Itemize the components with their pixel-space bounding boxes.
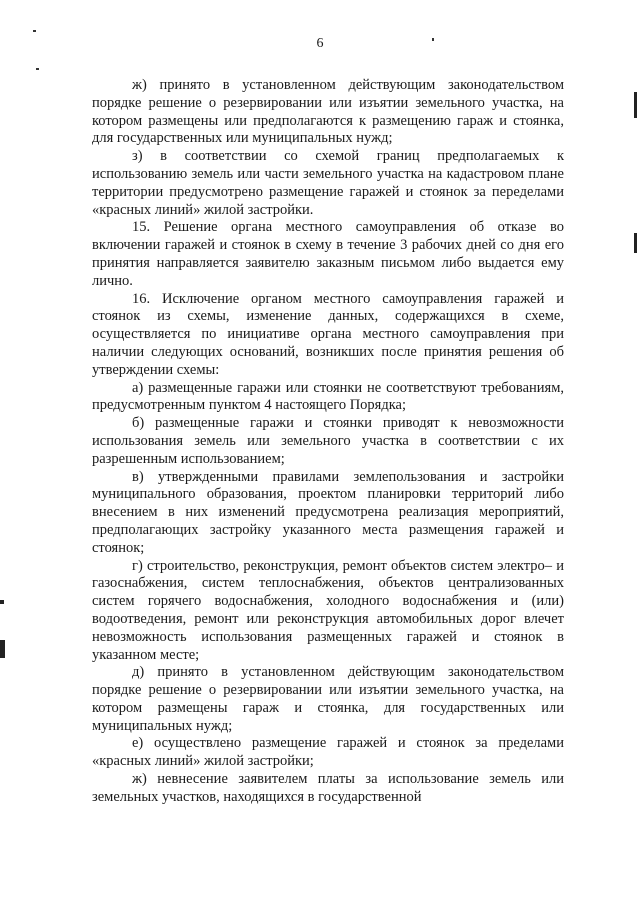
scan-edge-mark <box>634 92 637 118</box>
paragraph-15: 15. Решение органа местного самоуправления об отказе во включении гаражей и стоянок в схему в течение 3 рабочих дней со дня его принятия направляется заявителю заказным письмом либо выдается ему лично. <box>92 219 564 289</box>
scan-speck <box>33 30 36 32</box>
scan-edge-mark <box>634 233 637 253</box>
paragraph-b: б) размещенные гаражи и стоянки приводят к невозможности использования земель или земельного участка в соответствии с их разрешенным использованием; <box>92 415 564 467</box>
paragraph-16: 16. Исключение органом местного самоуправления гаражей и стоянок из схемы, изменение данных, содержащихся в схеме, осуществляется по инициативе органа местного самоуправления при наличии следующих оснований, возникших после принятия решения об утверждении схемы: <box>92 290 564 378</box>
paragraph-zh-1: ж) принято в установленном действующим законодательством порядке решение о резервировании или изъятии земельного участка, на котором размещены или предполагаются к размещению гараж и стоянка, для государственных или муниципальных нужд; <box>92 77 564 147</box>
document-body <box>92 77 564 807</box>
paragraph-z: з) в соответствии со схемой границ предполагаемых к использованию земель или части земельного участка на кадастровом плане территории предусмотрено размещение гаражей и стоянок за переделами «красных линий» жилой застройки. <box>92 148 564 218</box>
scan-speck <box>432 38 434 41</box>
scan-speck <box>36 68 39 70</box>
scan-edge-mark <box>0 640 5 658</box>
paragraph-g: г) строительство, реконструкция, ремонт объектов систем электро– и газоснабжения, систем теплоснабжения, объектов централизованных систем горячего водоснабжения, холодного водоснабжения и (или) водоотведения, ремонт или реконструкция автомобильных дорог влечет невозможность использования размещенных гаражей и стоянок в указанном месте; <box>92 557 564 663</box>
paragraph-d: д) принято в установленном действующим законодательством порядке решение о резервировании или изъятии земельного участка, на котором размещены гараж и стоянка, для государственных или муниципальных нужд; <box>92 664 564 734</box>
paragraph-v: в) утвержденными правилами землепользования и застройки муниципального образования, проектом планировки территорий либо внесением в них изменений предусмотрена реализация мероприятий, предполагающих застройку указанного места размещения гаражей и стоянок; <box>92 468 564 556</box>
paragraph-e: е) осуществлено размещение гаражей и стоянок за пределами «красных линий» жилой застройки; <box>92 735 564 770</box>
page-number: 6 <box>316 36 324 51</box>
paragraph-a: а) размещенные гаражи или стоянки не соответствуют требованиям, предусмотренным пунктом 4 настоящего Порядка; <box>92 379 564 414</box>
scan-edge-mark <box>0 600 4 604</box>
paragraph-zh-2: ж) невнесение заявителем платы за использование земель или земельных участков, находящихся в государственной <box>92 771 564 805</box>
